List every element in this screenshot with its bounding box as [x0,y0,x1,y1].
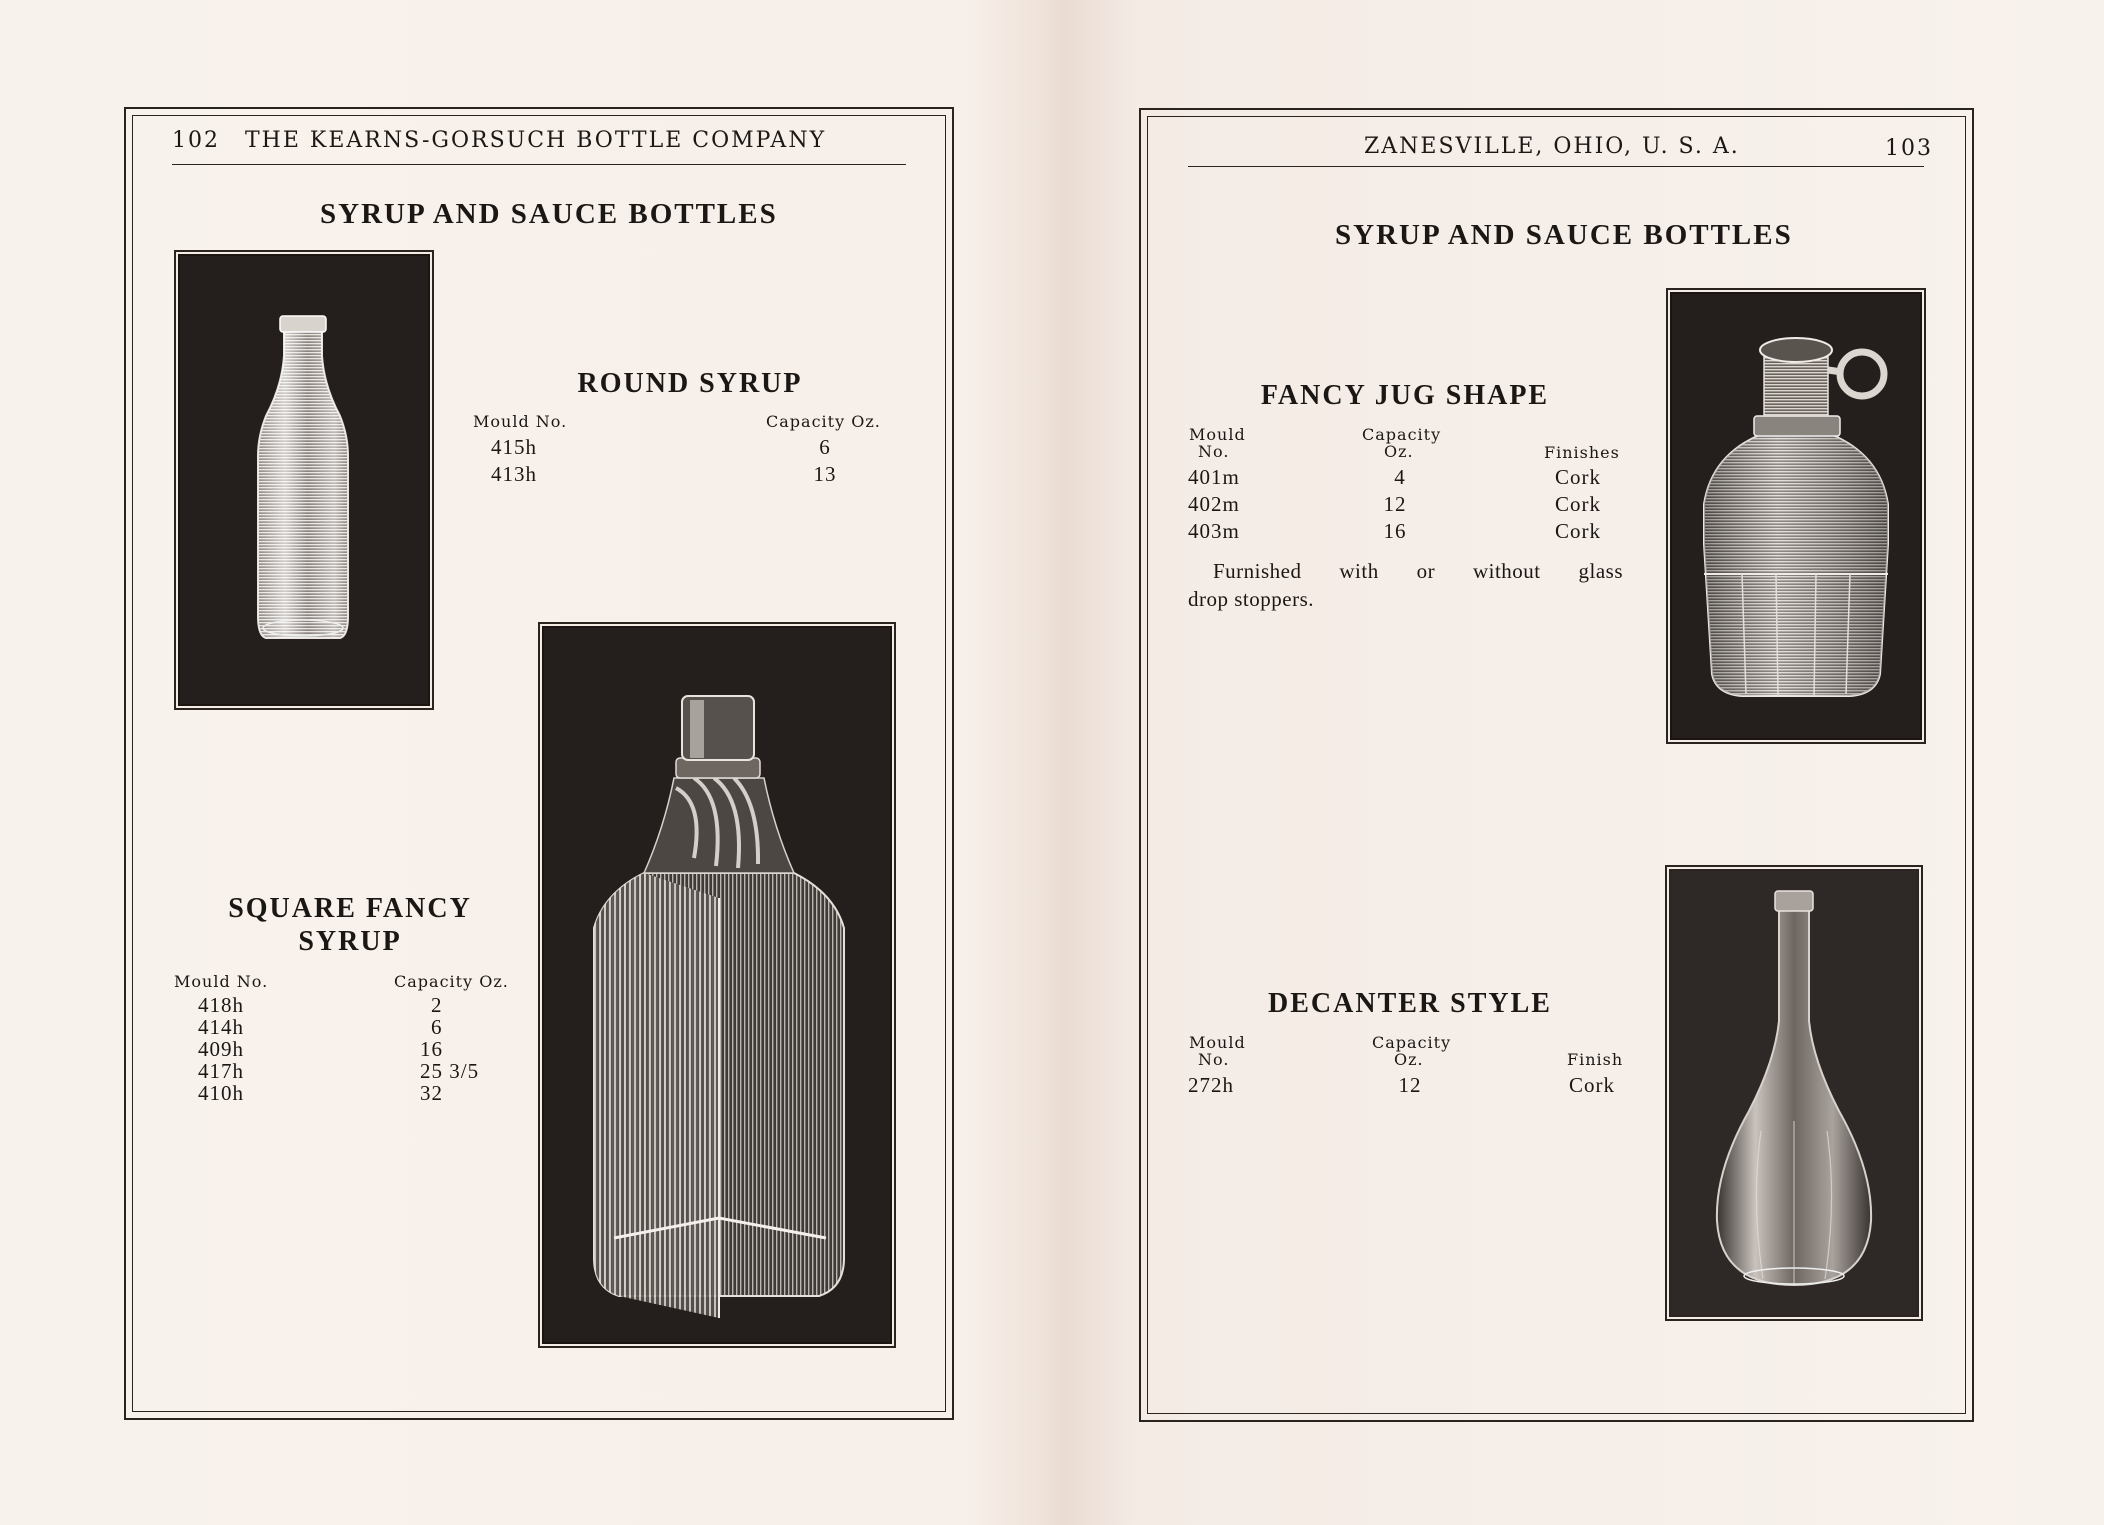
round-syrup-bottle-photo [178,254,430,706]
left-header-rule [172,164,906,165]
square-fancy-row-3-mould: 409h [198,1037,244,1061]
square-fancy-row-1-mould: 418h [198,993,244,1017]
fancy-jug-note-line2: drop stoppers. [1188,587,1314,611]
fancy-jug-note-line1: Furnished with or without glass [1213,559,1623,583]
round-syrup-col-mould: Mould No. [473,412,568,431]
fancy-jug-col-mould-1: Mould [1189,425,1246,444]
decanter-col-capacity-1: Capacity [1372,1033,1452,1052]
decanter-row-1-mould: 272h [1188,1073,1234,1097]
round-syrup-row-1-mould: 415h [491,435,537,459]
square-fancy-row-2-mould: 414h [198,1015,244,1039]
round-syrup-col-capacity: Capacity Oz. [766,412,881,431]
decanter-bottle-photo [1669,869,1919,1317]
fancy-jug-bottle-illustration [1672,294,1920,738]
fancy-jug-row-3-finish: Cork [1555,519,1601,543]
square-fancy-row-4-mould: 417h [198,1059,244,1083]
right-running-head: ZANESVILLE, OHIO, U. S. A. [1364,134,1740,159]
fancy-jug-title: FANCY JUG SHAPE [1260,380,1550,411]
decanter-row-1-finish: Cork [1569,1073,1615,1097]
square-fancy-col-mould: Mould No. [174,972,269,991]
round-syrup-row-2-mould: 413h [491,462,537,486]
square-fancy-bottle-photo [542,626,892,1344]
fancy-jug-col-capacity-2: Oz. [1384,442,1414,461]
right-section-title: SYRUP AND SAUCE BOTTLES [1335,219,1793,251]
left-running-head: THE KEARNS-GORSUCH BOTTLE COMPANY [245,128,827,153]
square-fancy-row-1-capacity: 2 [431,993,443,1017]
square-fancy-title-line2: SYRUP [298,926,402,957]
decanter-col-mould-1: Mould [1189,1033,1246,1052]
decanter-row-1-capacity: 12 [1398,1073,1422,1097]
square-fancy-row-5-mould: 410h [198,1081,244,1105]
fancy-jug-col-capacity-1: Capacity [1362,425,1442,444]
decanter-bottle-illustration [1671,871,1917,1315]
fancy-jug-row-2-finish: Cork [1555,492,1601,516]
square-fancy-bottle-illustration [544,628,890,1342]
decanter-col-mould-2: No. [1198,1050,1230,1069]
round-syrup-title: ROUND SYRUP [577,368,803,399]
square-fancy-title-line1: SQUARE FANCY [228,893,472,924]
fancy-jug-col-finish: Finishes [1544,443,1620,462]
fancy-jug-row-1-mould: 401m [1188,465,1240,489]
right-header-rule [1188,166,1924,167]
decanter-title: DECANTER STYLE [1268,988,1552,1019]
right-page-number: 103 [1885,136,1933,161]
round-syrup-bottle-illustration [180,256,428,704]
square-fancy-row-3-capacity: 16 [420,1037,443,1061]
fancy-jug-bottle-photo [1670,292,1922,740]
fancy-jug-row-3-capacity: 16 [1383,519,1407,543]
square-fancy-row-2-capacity: 6 [431,1015,443,1039]
fancy-jug-row-1-capacity: 4 [1394,465,1406,489]
fancy-jug-col-mould-2: No. [1198,442,1230,461]
left-section-title: SYRUP AND SAUCE BOTTLES [320,198,778,230]
square-fancy-col-capacity: Capacity Oz. [394,972,509,991]
fancy-jug-row-3-mould: 403m [1188,519,1240,543]
square-fancy-row-4-capacity: 25 3/5 [420,1059,480,1083]
decanter-col-capacity-2: Oz. [1394,1050,1424,1069]
decanter-col-finish: Finish [1567,1050,1624,1069]
left-page-number: 102 [172,128,220,153]
fancy-jug-row-2-capacity: 12 [1383,492,1407,516]
fancy-jug-row-1-finish: Cork [1555,465,1601,489]
fancy-jug-row-2-mould: 402m [1188,492,1240,516]
round-syrup-row-1-capacity: 6 [819,435,831,459]
square-fancy-row-5-capacity: 32 [420,1081,443,1105]
round-syrup-row-2-capacity: 13 [813,462,837,486]
